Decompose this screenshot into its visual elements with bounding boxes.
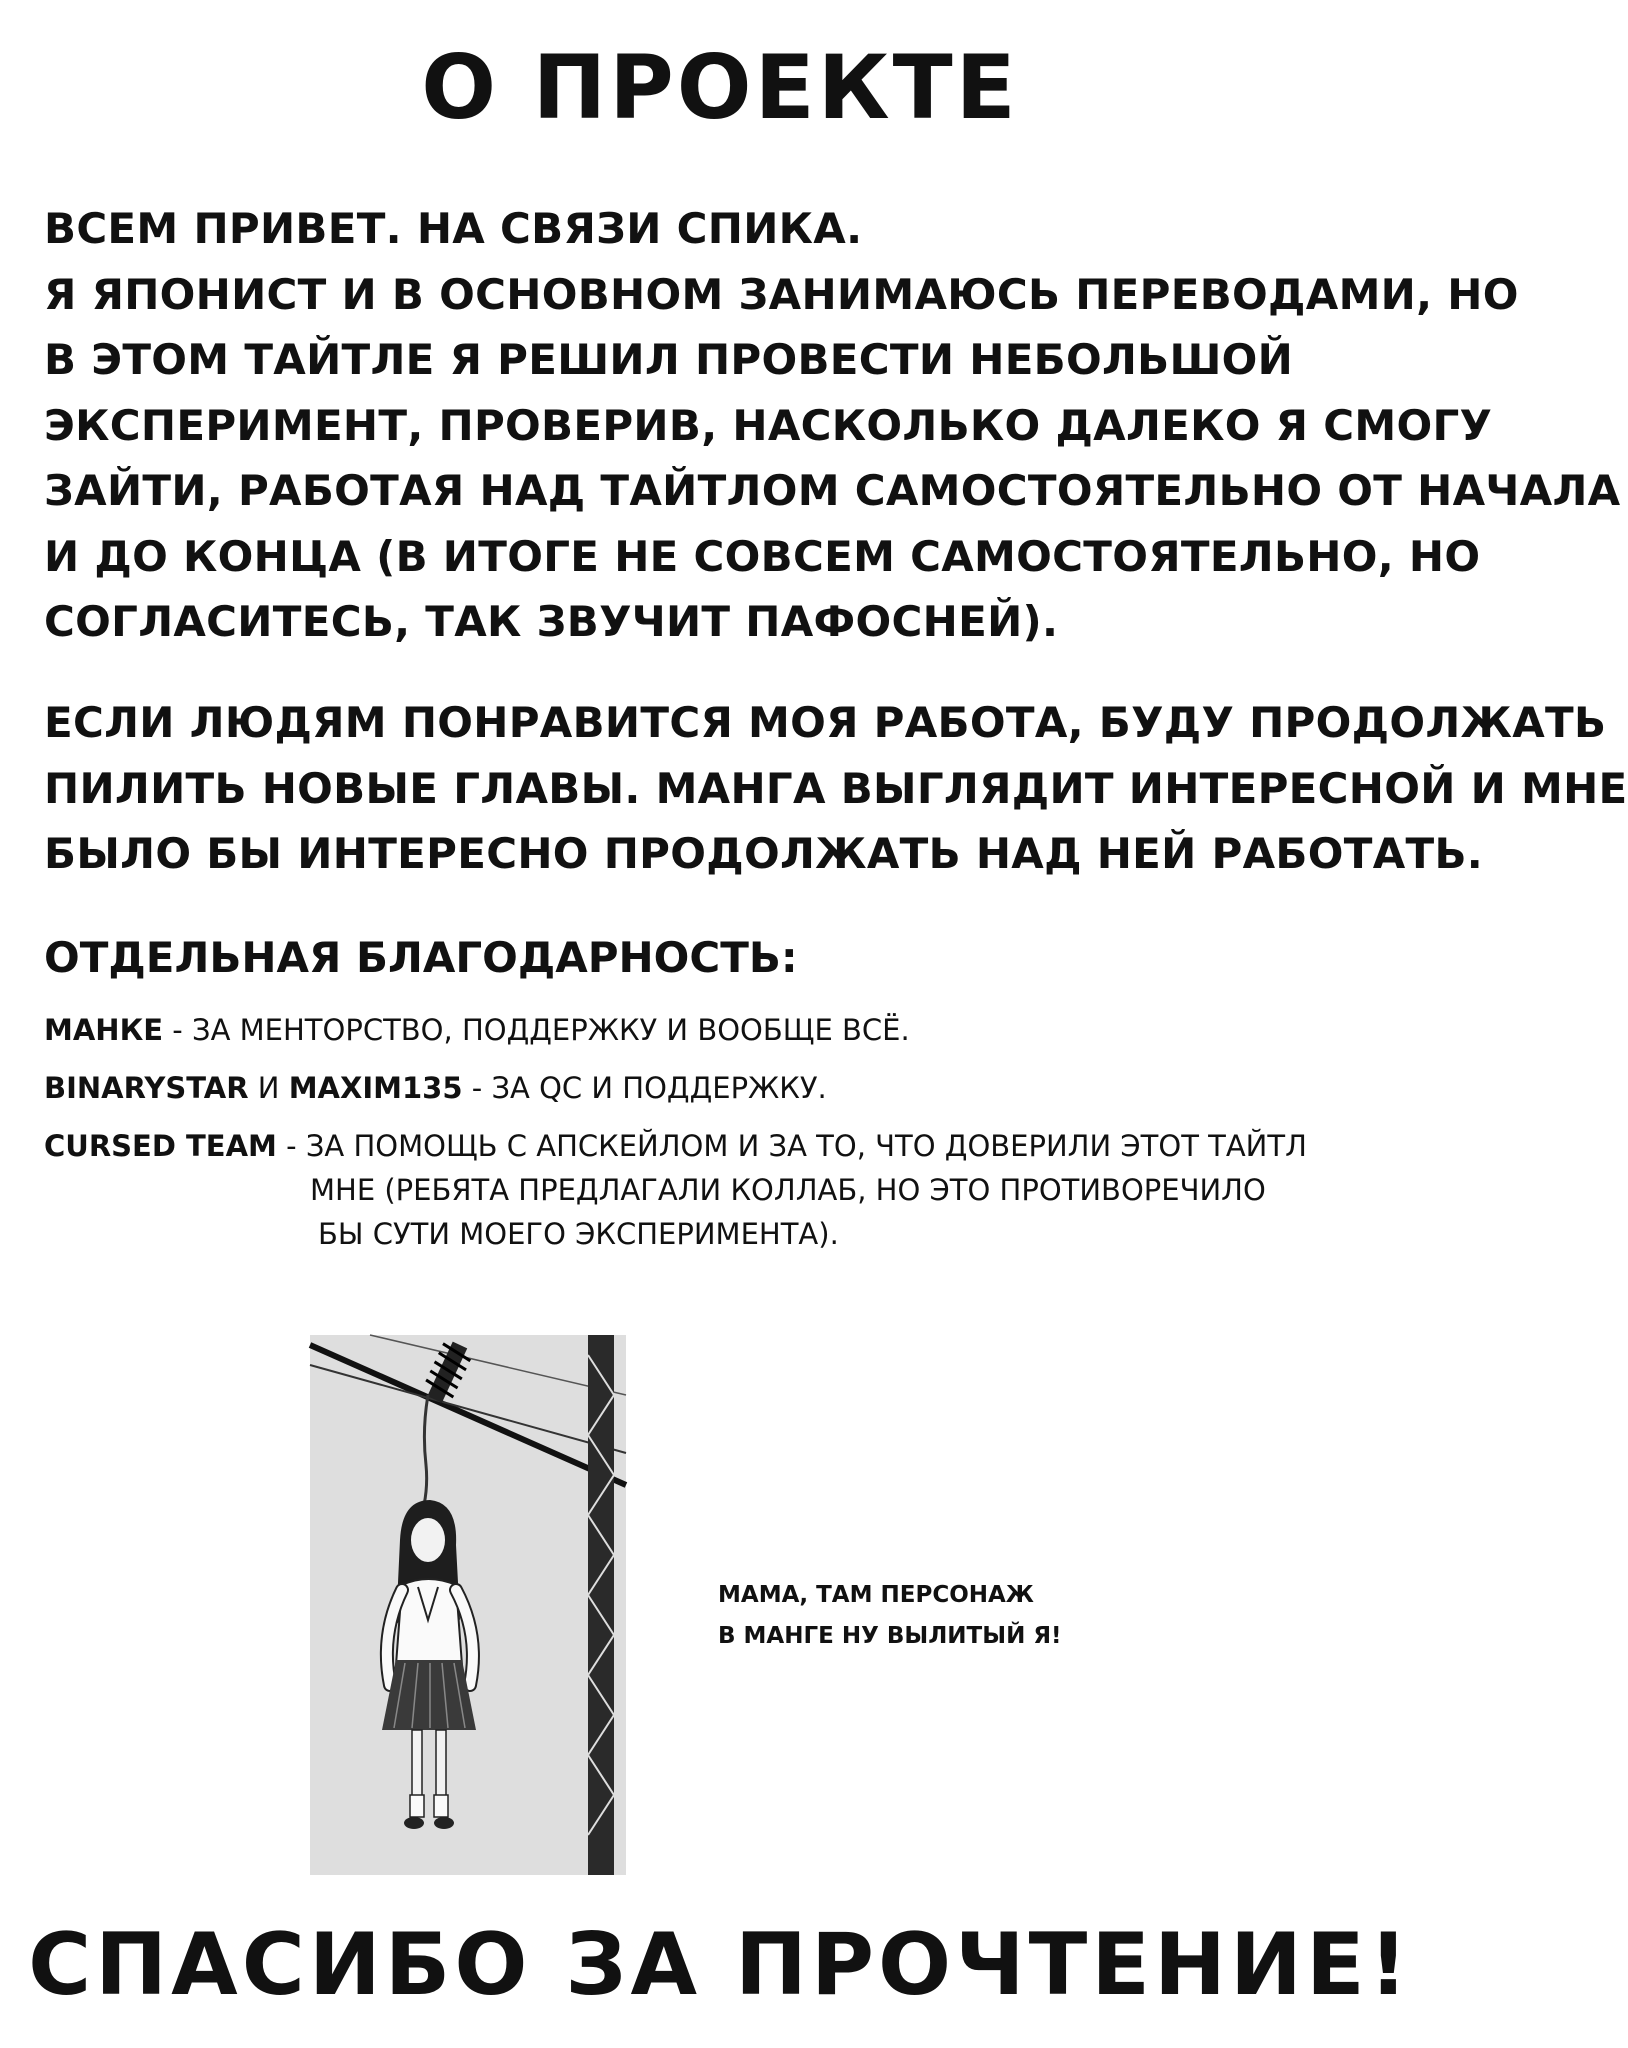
intro-line: ВСЕМ ПРИВЕТ. НА СВЯЗИ СПИКА. [44, 204, 863, 253]
continuation-line: БЫЛО БЫ ИНТЕРЕСНО ПРОДОЛЖАТЬ НАД НЕЙ РАБОТАТЬ. [44, 829, 1484, 878]
intro-line: Я ЯПОНИСТ И В ОСНОВНОМ ЗАНИМАЮСЬ ПЕРЕВОДАМИ, НО [44, 269, 1519, 319]
credit-cursed-team [44, 1126, 1307, 1166]
page-title: О ПРОЕКТЕ [421, 36, 1019, 139]
credit-binarystar-maxim [44, 1068, 827, 1108]
intro-line: И ДО КОНЦА (В ИТОГЕ НЕ СОВСЕМ САМОСТОЯТЕЛЬНО, НО [44, 531, 1481, 581]
credit-text: - ЗА ПОМОЩЬ С АПСКЕЙЛОМ И ЗА ТО, ЧТО ДОВЕРИЛИ ЭТОТ ТАЙТЛ [276, 1129, 1307, 1163]
credit-name: MAXIM135 [288, 1071, 463, 1105]
credit-cursed-team-cont: БЫ СУТИ МОЕГО ЭКСПЕРИМЕНТА). [318, 1217, 839, 1251]
footer-thanks: СПАСИБО ЗА ПРОЧТЕНИЕ! [28, 1915, 1412, 2015]
continuation-paragraph [44, 690, 1628, 887]
credit-text: - ЗА МЕНТОРСТВО, ПОДДЕРЖКУ И ВООБЩЕ ВСЁ. [163, 1013, 910, 1047]
intro-line: СОГЛАСИТЕСЬ, ТАК ЗВУЧИТ ПАФОСНЕЙ). [44, 597, 1059, 646]
panel-caption [718, 1575, 1062, 1657]
credit-name: BINARYSTAR [44, 1071, 249, 1105]
manga-panel-drawing [310, 1335, 626, 1875]
intro-line: ЭКСПЕРИМЕНТ, ПРОВЕРИВ, НАСКОЛЬКО ДАЛЕКО Я СМОГУ [44, 400, 1493, 450]
intro-line: ЗАЙТИ, РАБОТАЯ НАД ТАЙТЛОМ САМОСТОЯТЕЛЬНО ОТ НАЧАЛА [44, 466, 1621, 515]
credit-conjunction: И [248, 1071, 289, 1105]
credit-cursed-team-cont: МНЕ (РЕБЯТА ПРЕДЛАГАЛИ КОЛЛАБ, НО ЭТО ПРОТИВОРЕЧИЛО [310, 1173, 1266, 1207]
credit-name: МАНКЕ [44, 1013, 164, 1047]
credit-manke [44, 1010, 910, 1050]
continuation-line: ПИЛИТЬ НОВЫЕ ГЛАВЫ. МАНГА ВЫГЛЯДИТ ИНТЕРЕСНОЙ И МНЕ [44, 763, 1628, 813]
intro-line: В ЭТОМ ТАЙТЛЕ Я РЕШИЛ ПРОВЕСТИ НЕБОЛЬШОЙ [44, 335, 1294, 384]
credit-name: CURSED TEAM [44, 1129, 277, 1163]
thanks-heading: ОТДЕЛЬНАЯ БЛАГОДАРНОСТЬ: [44, 933, 798, 982]
manga-panel-illustration [310, 1335, 626, 1875]
intro-paragraph [44, 196, 1621, 655]
continuation-line: ЕСЛИ ЛЮДЯМ ПОНРАВИТСЯ МОЯ РАБОТА, БУДУ ПРОДОЛЖАТЬ [44, 698, 1607, 747]
caption-line: МАМА, ТАМ ПЕРСОНАЖ [718, 1582, 1034, 1608]
caption-line: В МАНГЕ НУ ВЫЛИТЫЙ Я! [718, 1623, 1062, 1649]
credit-text: - ЗА QC И ПОДДЕРЖКУ. [462, 1071, 827, 1105]
